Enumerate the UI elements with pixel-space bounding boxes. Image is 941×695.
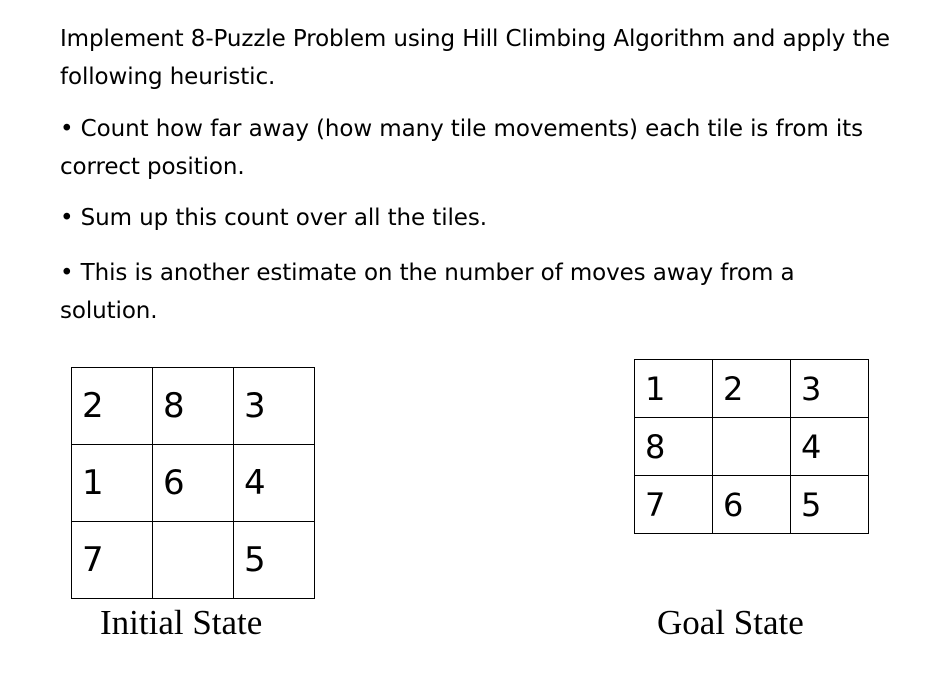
puzzle-tile-blank xyxy=(713,418,791,476)
problem-statement: Implement 8-Puzzle Problem using Hill Climbing Algorithm and apply the following heuristic. xyxy=(60,26,890,90)
grid-row xyxy=(72,445,315,522)
puzzle-tile: 1 xyxy=(635,360,713,418)
goal-state-caption: Goal State xyxy=(657,603,804,642)
bullet-item: • Sum up this count over all the tiles. xyxy=(60,205,487,231)
puzzle-tile: 3 xyxy=(791,360,869,418)
puzzle-tile: 8 xyxy=(635,418,713,476)
bullet-item: • This is another estimate on the number of moves away from a solution. xyxy=(60,260,795,324)
puzzle-tile: 5 xyxy=(791,476,869,534)
puzzle-tile: 8 xyxy=(153,368,234,445)
grid-row xyxy=(635,476,869,534)
puzzle-tile-blank xyxy=(153,522,234,599)
bullet-item: • Count how far away (how many tile movements) each tile is from its correct position. xyxy=(60,116,863,180)
puzzle-tile: 4 xyxy=(791,418,869,476)
puzzle-tile: 6 xyxy=(153,445,234,522)
puzzle-tile: 2 xyxy=(713,360,791,418)
grid-row xyxy=(72,368,315,445)
initial-state-caption: Initial State xyxy=(100,603,263,642)
goal-state-grid xyxy=(634,359,869,534)
puzzle-tile: 7 xyxy=(635,476,713,534)
puzzle-tile: 4 xyxy=(234,445,315,522)
grid-row xyxy=(72,522,315,599)
puzzle-tile: 5 xyxy=(234,522,315,599)
puzzle-tile: 6 xyxy=(713,476,791,534)
grid-row xyxy=(635,360,869,418)
puzzle-tile: 7 xyxy=(72,522,153,599)
initial-state-grid xyxy=(71,367,315,599)
grid-row xyxy=(635,418,869,476)
puzzle-tile: 2 xyxy=(72,368,153,445)
puzzle-tile: 3 xyxy=(234,368,315,445)
puzzle-tile: 1 xyxy=(72,445,153,522)
